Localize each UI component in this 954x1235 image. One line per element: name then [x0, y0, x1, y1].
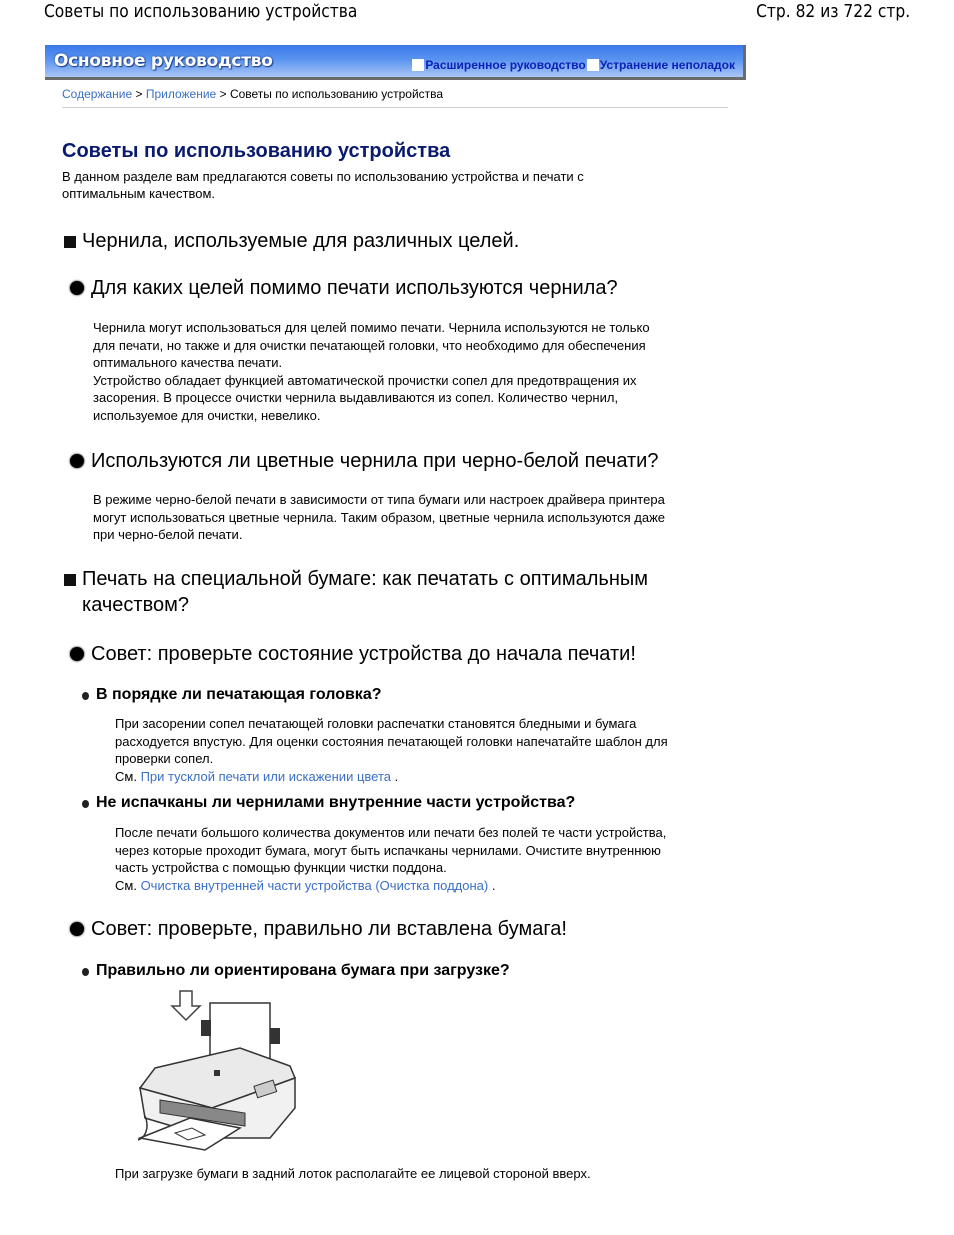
advanced-guide-label: Расширенное руководство — [425, 58, 586, 72]
breadcrumb-separator: > — [135, 87, 143, 101]
question-print-head — [82, 686, 381, 704]
text-line: В режиме черно-белой печати в зависимости от типа бумаги или настроек драйвера принтера — [93, 492, 665, 507]
square-bullet-icon — [64, 236, 76, 248]
section-heading-text — [82, 566, 648, 618]
page-title: Советы по использованию устройства — [62, 140, 451, 162]
question-text: Не испачканы ли чернилами внутренние части устройства? — [96, 794, 576, 811]
square-icon — [587, 59, 599, 71]
subsection-heading-check-paper — [70, 917, 567, 941]
text-line: через которые проходит бумага, могут быть испачканы чернилами. Очистите внутреннюю — [115, 842, 661, 858]
ink-stains-text — [115, 824, 666, 894]
text-line: оптимального качества печати. — [93, 355, 283, 371]
small-bullet-icon — [82, 968, 89, 976]
subsection-heading-text: Используются ли цветные чернила при черно-белой печати? — [91, 450, 659, 472]
troubleshooting-link[interactable] — [587, 58, 735, 72]
breadcrumb-separator: > — [219, 87, 227, 101]
color-ink-text — [93, 491, 665, 544]
text-line: Устройство обладает функцией автоматической прочистки сопел для предотвращения их — [93, 372, 637, 388]
see-prefix: См. — [115, 877, 137, 893]
question-paper-orientation — [82, 962, 510, 980]
subsection-heading-check-device — [70, 642, 636, 666]
printer-illustration-icon — [130, 988, 300, 1153]
advanced-guide-link[interactable] — [412, 58, 585, 72]
see-also — [115, 768, 668, 786]
section-heading-text: Чернила, используемые для различных целей. — [82, 230, 520, 252]
round-bullet-icon — [70, 922, 84, 936]
section-heading-ink — [64, 228, 519, 254]
text-line: при черно-белой печати. — [93, 527, 243, 543]
text-line: для печати, но также и для очистки печатающей головки, что необходимо для обеспечения — [93, 337, 646, 353]
question-text: В порядке ли печатающая головка? — [96, 686, 382, 703]
subsection-heading-text: Совет: проверьте состояние устройства до начала печати! — [91, 643, 636, 665]
question-text: Правильно ли ориентирована бумага при загрузке? — [96, 962, 510, 979]
bottom-plate-cleaning-link[interactable]: Очистка внутренней части устройства (Очистка поддона) — [140, 877, 489, 893]
small-bullet-icon — [82, 692, 89, 700]
faint-print-link[interactable]: При тусклой печати или искажении цвета — [140, 768, 391, 784]
intro-line: В данном разделе вам предлагаются советы по использованию устройства и печати с — [62, 169, 584, 184]
text-line: могут использоваться цветные чернила. Таким образом, цветные чернила используются даже — [93, 509, 666, 525]
square-icon — [412, 59, 424, 71]
question-ink-stains — [82, 794, 575, 812]
text-line: При засорении сопел печатающей головки распечатки становятся бледными и бумага — [115, 716, 637, 731]
paper-orientation-caption: При загрузке бумаги в задний лоток располагайте ее лицевой стороной вверх. — [115, 1166, 591, 1181]
text-line: Чернила могут использоваться для целей помимо печати. Чернила используются не только — [93, 320, 650, 335]
subsection-heading-color-ink — [70, 449, 658, 473]
ink-purposes-text — [93, 319, 650, 425]
subsection-heading-ink-purposes — [70, 276, 618, 300]
round-bullet-icon — [70, 454, 84, 468]
print-head-text — [115, 715, 668, 785]
intro-line: оптимальным качеством. — [62, 186, 215, 201]
printer-loading-paper-illustration — [130, 988, 300, 1153]
troubleshooting-label: Устранение неполадок — [599, 58, 735, 72]
text-line: используемое для очистки, невелико. — [93, 407, 321, 423]
round-bullet-icon — [70, 647, 84, 661]
heading-line: Печать на специальной бумаге: как печатать с оптимальным — [82, 568, 648, 590]
breadcrumb-appendix-link[interactable]: Приложение — [145, 87, 217, 101]
subsection-heading-text: Совет: проверьте, правильно ли вставлена бумага! — [91, 918, 567, 940]
round-bullet-icon — [70, 281, 84, 295]
section-heading-special-paper — [64, 566, 648, 618]
page-content — [62, 140, 742, 202]
banner-title: Основное руководство — [54, 51, 273, 71]
page-number: Стр. 82 из 722 стр. — [755, 1, 910, 22]
small-bullet-icon — [82, 800, 89, 808]
text-line: После печати большого количества документов или печати без полей те части устройства, — [115, 825, 667, 840]
see-suffix: . — [394, 768, 399, 784]
see-prefix: См. — [115, 768, 137, 784]
subsection-heading-text: Для каких целей помимо печати используются чернила? — [91, 277, 618, 299]
breadcrumb-current: Советы по использованию устройства — [229, 87, 444, 101]
text-line: проверки сопел. — [115, 751, 214, 767]
text-line: засорения. В процессе очистки чернила выдавливаются из сопел. Количество чернил, — [93, 390, 619, 406]
see-also — [115, 877, 666, 895]
breadcrumb-contents-link[interactable]: Содержание — [62, 87, 133, 101]
see-suffix: . — [491, 877, 496, 893]
text-line: часть устройства с помощью функции чистки поддона. — [115, 860, 447, 876]
heading-line: качеством? — [82, 594, 189, 616]
intro-text — [62, 168, 742, 202]
document-title: Советы по использованию устройства — [44, 1, 358, 22]
text-line: расходуется впустую. Для оценки состояния печатающей головки напечатайте шаблон для — [115, 733, 668, 749]
banner-nav — [412, 58, 735, 72]
manual-banner — [45, 45, 746, 80]
breadcrumb — [62, 87, 728, 108]
square-bullet-icon — [64, 574, 76, 586]
page-header — [0, 0, 954, 28]
